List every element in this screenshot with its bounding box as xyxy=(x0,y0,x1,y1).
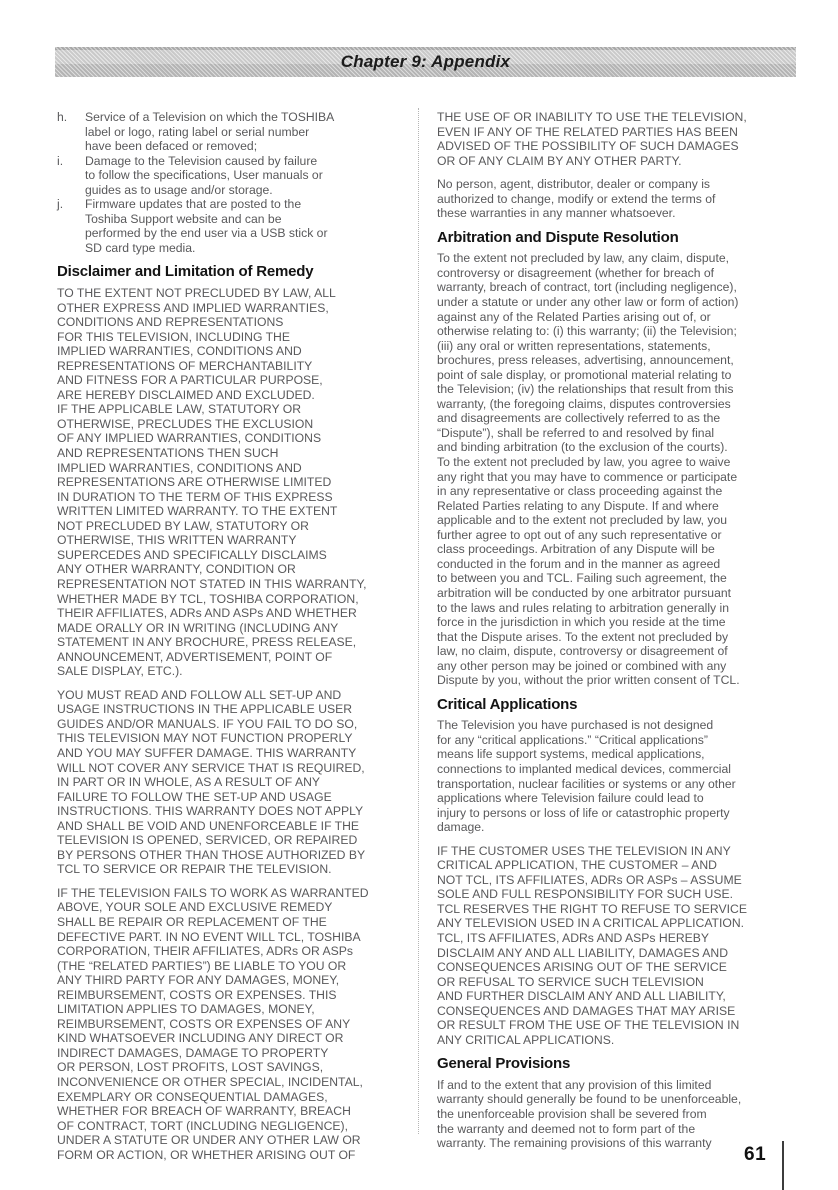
paragraph: The Television you have purchased is not designed for any “critical applications.” “Critical applications” means life support systems, medical applications, connections to implanted medical devices, commercial transportation, nuclear facilities or systems or any other applications where Television failure could lead to injury to persons or loss of life or catastrophic property damage. xyxy=(437,718,736,835)
paragraph: IF THE TELEVISION FAILS TO WORK AS WARRANTED ABOVE, YOUR SOLE AND EXCLUSIVE REMEDY SHALL BE REPAIR OR REPLACEMENT OF THE DEFECTIVE PART. IN NO EVENT WILL TCL, TOSHIBA CORPORATION, THEIR AFFILIATES, ADRs OR ASPs (THE “RELATED PARTIES”) BE LIABLE TO YOU OR ANY THIRD PARTY FOR ANY DAMAGES, MONEY, REIMBURSEMENT, COSTS OR EXPENSES. THIS LIMITATION APPLIES TO DAMAGES, MONEY, REIMBURSEMENT, COSTS OR EXPENSES OF ANY KIND WHATSOEVER INCLUDING ANY DIRECT OR INDIRECT DAMAGES, DAMAGE TO PROPERTY OR PERSON, LOST PROFITS, LOST SAVINGS, INCONVENIENCE OR OTHER SPECIAL, INCIDENTAL, EXEMPLARY OR CONSEQUENTIAL DAMAGES, WHETHER FOR BREACH OF WARRANTY, BREACH OF CONTRACT, TORT (INCLUDING NEGLIGENCE), UNDER A STATUTE OR UNDER ANY OTHER LAW OR FORM OR ACTION, OR WHETHER ARISING OUT OF xyxy=(57,885,369,1162)
paragraph: To the extent not precluded by law, any claim, dispute, controversy or disagreement (whether for breach of warranty, breach of contract, tort (including negligence), under a statute or under any other law or form of action) against any of the Related Parties arising out of, or otherwise relating to: (i) this warranty; (ii) the Television; (iii) any oral or written representations, statements, brochures, press releases, advertising, announcement, point of sale display, or promotional material relating to the Television; (iv) the relationships that result from this warranty, (the foregoing claims, disputes controversies and disagreements are collectively referred to as the “Dispute”), shall be referred to and resolved by final and binding arbitration (to the exclusion of the courts). To the extent not precluded by law, you agree to waive any right that you may have to commence or participate in any representative or class proceeding against the Related Parties relating to any Dispute. If and where applicable and to the extent not precluded by law, you further agree to opt out of any such representative or class proceedings. Arbitration of any Dispute will be conducted in the forum and in the manner as agreed to between you and TCL. Failing such agreement, the arbitration will be conducted by one arbitrator pursuant to the laws and rules relating to arbitration generally in force in the jurisdiction in which you reside at the time that the Dispute arises. To the extent not precluded by law, no claim, dispute, controversy or disagreement of any other person may be joined or combined with any Dispute by you, without the prior written consent of TCL. xyxy=(437,251,740,688)
paragraph: TO THE EXTENT NOT PRECLUDED BY LAW, ALL OTHER EXPRESS AND IMPLIED WARRANTIES, CONDITIONS AND REPRESENTATIONS FOR THIS TELEVISION, INCLUDING THE IMPLIED WARRANTIES, CONDITIONS AND REPRESENTATIONS OF MERCHANTABILITY AND FITNESS FOR A PARTICULAR PURPOSE, ARE HEREBY DISCLAIMED AND EXCLUDED. IF THE APPLICABLE LAW, STATUTORY OR OTHERWISE, PRECLUDES THE EXCLUSION OF ANY IMPLIED WARRANTIES, CONDITIONS AND REPRESENTATIONS THEN SUCH IMPLIED WARRANTIES, CONDITIONS AND REPRESENTATIONS ARE OTHERWISE LIMITED IN DURATION TO THE TERM OF THIS EXPRESS WRITTEN LIMITED WARRANTY. TO THE EXTENT NOT PRECLUDED BY LAW, STATUTORY OR OTHERWISE, THIS WRITTEN WARRANTY SUPERCEDES AND SPECIFICALLY DISCLAIMS ANY OTHER WARRANTY, CONDITION OR REPRESENTATION NOT STATED IN THIS WARRANTY, WHETHER MADE BY TCL, TOSHIBA CORPORATION, THEIR AFFILIATES, ADRs AND ASPs AND WHETHER MADE ORALLY OR IN WRITING (INCLUDING ANY STATEMENT IN ANY BROCHURE, PRESS RELEASE, ANNOUNCEMENT, ADVERTISEMENT, POINT OF SALE DISPLAY, ETC.). xyxy=(57,286,367,679)
section-heading-disclaimer: Disclaimer and Limitation of Remedy xyxy=(57,263,314,281)
chapter-banner xyxy=(55,47,796,77)
list-item xyxy=(57,197,423,255)
paragraph: YOU MUST READ AND FOLLOW ALL SET-UP AND USAGE INSTRUCTIONS IN THE APPLICABLE USER GUIDES AND/OR MANUALS. IF YOU FAIL TO DO SO, THIS TELEVISION MAY NOT FUNCTION PROPERLY AND YOU MAY SUFFER DAMAGE. THIS WARRANTY WILL NOT COVER ANY SERVICE THAT IS REQUIRED, IN PART OR IN WHOLE, AS A RESULT OF ANY FAILURE TO FOLLOW THE SET-UP AND USAGE INSTRUCTIONS. THIS WARRANTY DOES NOT APPLY AND SHALL BE VOID AND UNENFORCEABLE IF THE TELEVISION IS OPENED, SERVICED, OR REPAIRED BY PERSONS OTHER THAN THOSE AUTHORIZED BY TCL TO SERVICE OR REPAIR THE TELEVISION. xyxy=(57,687,366,877)
section-heading-general-provisions: General Provisions xyxy=(437,1055,571,1073)
list-item xyxy=(57,110,423,154)
list-item-text: Service of a Television on which the TOSHIBA label or logo, rating label or serial number have been defaced or removed; xyxy=(85,110,335,154)
section-heading-critical-applications: Critical Applications xyxy=(437,695,578,713)
list-item-marker: i. xyxy=(57,153,64,168)
list-item-marker: j. xyxy=(57,197,64,212)
list-item xyxy=(57,154,423,198)
paragraph: If and to the extent that any provision of this limited warranty should generally be found to be unenforceable, the unenforceable provision shall be severed from the warranty and deemed not to form part of the warranty. The remaining provisions of this warranty xyxy=(437,1077,742,1151)
paragraph: THE USE OF OR INABILITY TO USE THE TELEVISION, EVEN IF ANY OF THE RELATED PARTIES HAS BEEN ADVISED OF THE POSSIBILITY OF SUCH DAMAGES OR OF ANY CLAIM BY ANY OTHER PARTY. xyxy=(437,110,747,168)
list-item-text: Firmware updates that are posted to the Toshiba Support website and can be performed by the end user via a USB stick or SD card type media. xyxy=(85,197,328,255)
column-divider xyxy=(418,108,419,1134)
warranty-exclusion-list xyxy=(57,110,423,255)
footer-rule xyxy=(782,1141,784,1190)
list-item-marker: h. xyxy=(57,110,68,124)
paragraph: IF THE CUSTOMER USES THE TELEVISION IN ANY CRITICAL APPLICATION, THE CUSTOMER – AND NOT TCL, ITS AFFILIATES, ADRs OR ASPs – ASSUME SOLE AND FULL RESPONSIBILITY FOR SUCH USE. TCL RESERVES THE RIGHT TO REFUSE TO SERVICE ANY TELEVISION USED IN A CRITICAL APPLICATION. TCL, ITS AFFILIATES, ADRs AND ASPs HEREBY DISCLAIM ANY AND ALL LIABILITY, DAMAGES AND CONSEQUENCES ARISING OUT OF THE SERVICE OR REFUSAL TO SERVICE SUCH TELEVISION AND FURTHER DISCLAIM ANY AND ALL LIABILITY, CONSEQUENCES AND DAMAGES THAT MAY ARISE OR RESULT FROM THE USE OF THE TELEVISION IN ANY CRITICAL APPLICATIONS. xyxy=(437,843,747,1047)
paragraph: No person, agent, distributor, dealer or company is authorized to change, modify or extend the terms of these warranties in any manner whatsoever. xyxy=(437,177,716,221)
left-column xyxy=(57,110,423,1171)
section-heading-arbitration: Arbitration and Dispute Resolution xyxy=(437,228,679,246)
right-column xyxy=(437,110,799,1160)
chapter-title: Chapter 9: Appendix xyxy=(340,52,511,71)
list-item-text: Damage to the Television caused by failure to follow the specifications, User manuals or guides as to usage and/or storage. xyxy=(85,153,323,197)
page-number: 61 xyxy=(744,1144,767,1165)
